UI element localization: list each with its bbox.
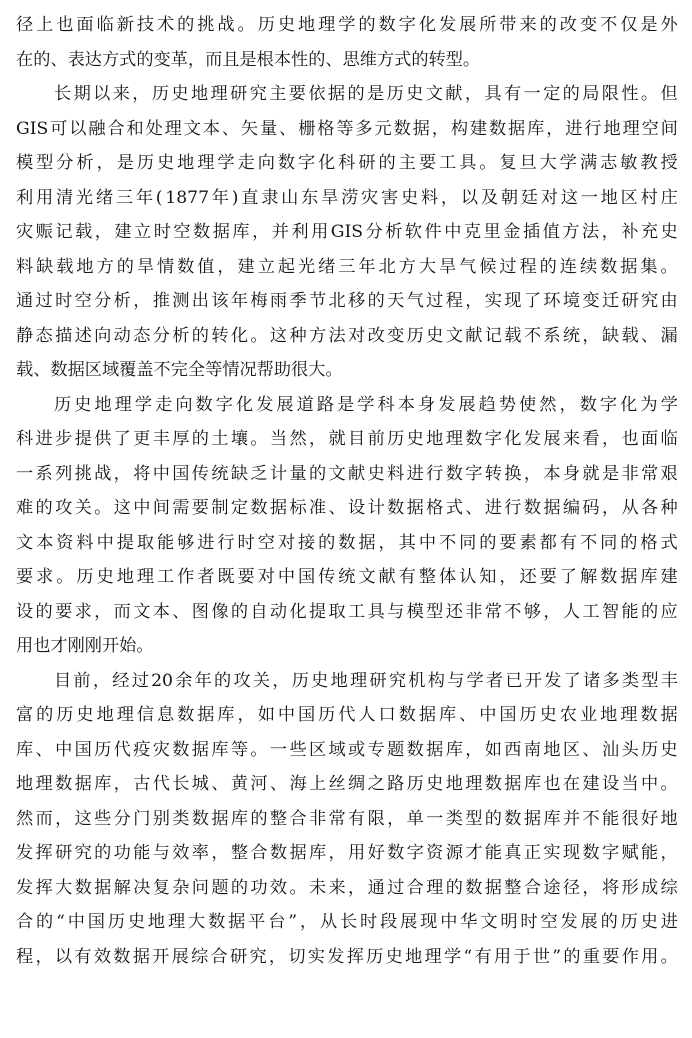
text-line: 库 、 中 国 历 代 疫 灾 数 据 库 等 。 一 些 区 域 或 专 题 数 据 库 ， 如 西 南 地 区 、 汕 头 历 史 [16,739,678,760]
paragraph [16,388,678,664]
text-line: 然 而 ， 这 些 分 门 别 类 数 据 库 的 整 合 非 常 有 限 ， 单 一 类 型 的 数 据 库 并 不 能 很 好 地 [16,808,678,829]
text-line: 模 型 分 析 ， 是 历 史 地 理 学 走 向 数 字 化 科 研 的 主 要 工 具 。 复 旦 大 学 满 志 敏 教 授 [16,153,678,173]
paragraph [16,77,678,388]
text-line: 程 ， 以 有 效 数 据 开 展 综 合 研 究 ， 切 实 发 挥 历 史 地 理 学 “ 有 用 于 世 ” 的 重 要 作 用 。 [16,946,678,967]
text-line: 载、数据区域覆盖不完全等情况帮助很大。 [16,360,343,380]
text-line: 设 的 要 求 ， 而 文 本 、 图 像 的 自 动 化 提 取 工 具 与 模 型 还 非 常 不 够 ， 人 工 智 能 的 应 [16,601,678,622]
text-line: 静 态 描 述 向 动 态 分 析 的 转 化 。 这 种 方 法 对 改 变 历 史 文 献 记 载 不 系 统 ， 缺 载 、 漏 [16,325,678,346]
text-line: 发 挥 大 数 据 解 决 复 杂 问 题 的 功 效 。 未 来 ， 通 过 合 理 的 数 据 整 合 途 径 ， 将 形 成 综 [16,877,678,898]
paragraph [16,664,678,975]
text-line: 利 用 清 光 绪 三 年 ( 1877 年 ) 直 隶 山 东 旱 涝 灾 害 史 料 ， 以 及 朝 廷 对 这 一 地 区 村 庄 [16,187,678,208]
text-line: 地 理 数 据 库 ， 古 代 长 城 、 黄 河 、 海 上 丝 绸 之 路 历 史 地 理 数 据 库 也 在 建 设 当 中 。 [16,774,678,794]
text-line: 科 进 步 提 供 了 更 丰 厚 的 土 壤 。 当 然 ， 就 目 前 历 史 地 理 数 字 化 发 展 来 看 ， 也 面 临 [16,429,678,449]
text-line: 发 挥 研 究 的 功 能 与 效 率 ， 整 合 数 据 库 ， 用 好 数 字 资 源 才 能 真 正 实 现 数 字 赋 能 ， [16,843,678,863]
text-line: 通 过 时 空 分 析 ， 推 测 出 该 年 梅 雨 季 节 北 移 的 天 气 过 程 ， 实 现 了 环 境 变 迁 研 究 由 [16,291,678,311]
text-line: 长 期 以 来 ， 历 史 地 理 研 究 主 要 依 据 的 是 历 史 文 献 ， 具 有 一 定 的 局 限 性 。 但 [54,84,678,104]
text-line: 要 求 。 历 史 地 理 工 作 者 既 要 对 中 国 传 统 文 献 有 整 体 认 知 ， 还 要 了 解 数 据 库 建 [16,567,678,587]
text-line: 目 前 ， 经 过 20 余 年 的 攻 关 ， 历 史 地 理 研 究 机 构 与 学 者 已 开 发 了 诸 多 类 型 丰 [54,670,678,691]
text-line: 难 的 攻 关 。 这 中 间 需 要 制 定 数 据 标 准 、 设 计 数 据 格 式 、 进 行 数 据 编 码 ， 从 各 种 [16,498,678,518]
text-line: 合 的 “ 中 国 历 史 地 理 大 数 据 平 台 ” ， 从 长 时 段 展 现 中 华 文 明 时 空 发 展 的 历 史 进 [16,912,678,932]
text-line: 灾 赈 记 载 ， 建 立 时 空 数 据 库 ， 并 利 用 GIS 分 析 软 件 中 克 里 金 插 值 方 法 ， 补 充 史 [16,222,678,242]
text-line: 一 系 列 挑 战 ， 将 中 国 传 统 缺 乏 计 量 的 文 献 史 料 进 行 数 字 转 换 ， 本 身 就 是 非 常 艰 [16,463,678,484]
text-line: 用也才刚刚开始。 [16,636,154,656]
text-line: 富 的 历 史 地 理 信 息 数 据 库 ， 如 中 国 历 代 人 口 数 据 库 、 中 国 历 史 农 业 地 理 数 据 [16,705,678,725]
paragraph [16,8,678,77]
text-line: GIS 可 以 融 合 和 处 理 文 本 、 矢 量 、 栅 格 等 多 元 数 据 ， 构 建 数 据 库 ， 进 行 地 理 空 间 [16,118,678,139]
text-line: 料 缺 载 地 方 的 旱 情 数 值 ， 建 立 起 光 绪 三 年 北 方 大 旱 气 候 过 程 的 连 续 数 据 集 。 [16,256,678,277]
text-line: 在的、表达方式的变革，而且是根本性的、思维方式的转型。 [16,49,481,70]
text-line: 文 本 资 料 中 提 取 能 够 进 行 时 空 对 接 的 数 据 ， 其 中 不 同 的 要 素 都 有 不 同 的 格 式 [16,532,678,553]
text-line: 径 上 也 面 临 新 技 术 的 挑 战 。 历 史 地 理 学 的 数 字 化 发 展 所 带 来 的 改 变 不 仅 是 外 [16,15,678,35]
text-line: 历 史 地 理 学 走 向 数 字 化 发 展 道 路 是 学 科 本 身 发 展 趋 势 使 然 ， 数 字 化 为 学 [54,394,678,415]
